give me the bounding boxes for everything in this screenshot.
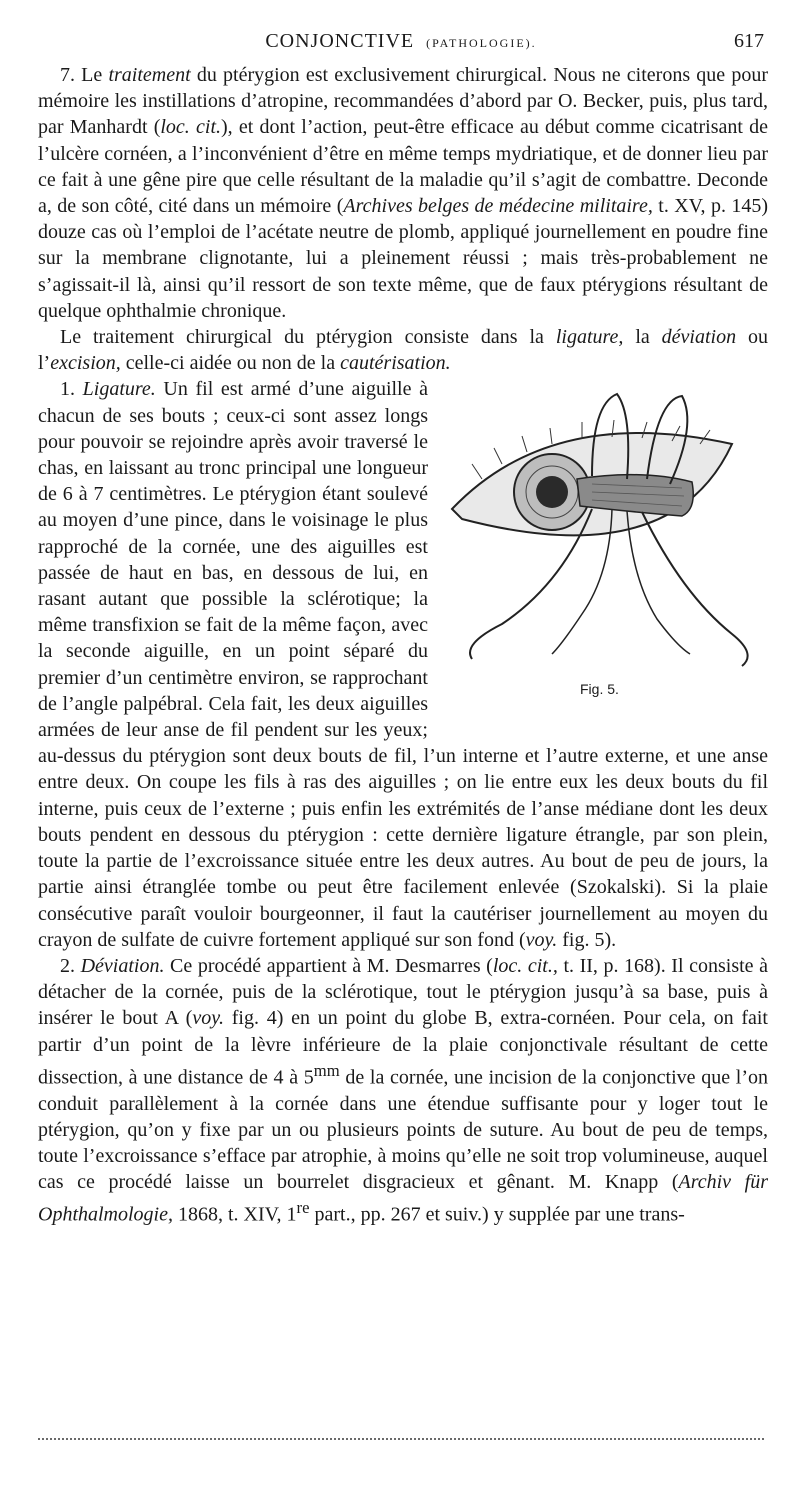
header-title-main: CONJONCTIVE: [265, 30, 415, 52]
paragraph-ligature: 1. Ligature. Un fil est armé d’une aiguille à chacun de ses bouts ; ceux-ci sont assez longs pour pouvoir se rejoindre après avoir traversé le chas, en laissant au tronc principal une longueur de 6 à 7 centimètres. Le ptérygion étant soulevé au moyen d’une pince, dans le voisinage le plus rapproché de la cornée, une des aiguilles est passée de haut en bas, en dessous de lui, en rasant autant que possible la sclérotique; la même transfixion se fait de la même façon, avec la seconde aiguille, en un point séparé du premier d’un centimètre environ, se rapprochant de l’angle palpébral. Cela fait, les deux aiguilles armées de leur anse de fil pendent sur les yeux; au-dessus du ptérygion sont deux bouts de fil, l’un interne et l’autre externe, et une anse entre deux. On coupe les fils à ras des aiguilles ; on lie entre eux les deux bouts du fil interne, puis ceux de l’externe ; puis enfin les extrémités de l’anse médiane dont les deux bouts pendent en dessous du ptérygion : cette dernière ligature étrangle, par son plein, toute la partie de l’excroissance située entre les deux autres. Au bout de peu de jours, la partie ainsi étranglée tombe ou peut être facilement enlevée (Szokalski). Si la plaie consécutive paraît vouloir bourgeonner, il faut la cautériser journellement au moyen du crayon de sulfate de cuivre fortement appliqué sur son fond (voy. fig. 5).: [38, 378, 768, 951]
footer-rule: [38, 1438, 764, 1440]
page-number: 617: [734, 30, 764, 52]
figure-5: [438, 380, 768, 720]
header-title: [38, 30, 764, 53]
paragraph-deviation: 2. Déviation. Ce procédé appartient à M. Desmarres (loc. cit., t. II, p. 168). Il consiste à détacher de la cornée, puis de la sclérotique, tout le ptérygion jusqu’à sa base, puis à insérer le bout A (voy. fig. 4) en un point du globe B, extra-cornéen. Pour cela, on fait partir d’un point de la lèvre inférieure de la plaie conjonctivale résultant de cette dissection, à une distance de 4 à $5^{mm}$ de la cornée, une incision de la conjonctive que l’on conduit parallèlement à la cornée dans une étendue suffisante pour y loger tout le ptérygion, qu’on y fixe par un ou plusieurs points de suture. Au bout de peu de temps, toute l’excroissance s’efface par atrophie, à moins qu’elle ne soit trop volumineuse, auquel cas ce procédé laisse un bourrelet disgracieux et gênant. M. Knapp (Archiv für Ophthalmologie, 1868, t. XIV, 1re part., pp. 267 et suiv.) y supplée par une trans-: [38, 954, 768, 1227]
paragraph-traitement: 7. Le traitement du ptérygion est exclusivement chirurgical. Nous ne citerons que pour mémoire les instillations d’atropine, recommandées d’abord par O. Becker, puis, plus tard, par Manhardt (loc. cit.), et dont l’action, peut-être efficace au début comme cicatrisant de l’ulcère cornéen, a l’inconvénient d’être en même temps mydriatique, et de donner lieu par ce fait à une gêne pire que celle résultant de la maladie qu’il s’agit de combattre. Deconde a, de son côté, cité dans un mémoire (Archives belges de médecine militaire, t. XV, p. 145) douze cas où l’emploi de l’acétate neutre de plomb, appliqué journellement en poudre fine sur la membrane clignotante, lui a pleinement réussi ; mais très-probablement ne s’agissait-il là, ainsi qu’il ressort de son texte même, que de faux ptérygions résultant de quelque ophthalmie chronique.: [38, 64, 769, 322]
page-body: [38, 62, 768, 1228]
header-subtitle: (PATHOLOGIE).: [426, 36, 537, 50]
running-header: [38, 30, 764, 58]
eye-ligature-icon: [442, 384, 762, 674]
paragraph-traitement-chirurgical: Le traitement chirurgical du ptérygion consiste dans la ligature, la déviation ou l’excision, celle-ci aidée ou non de la cautérisation.: [38, 326, 769, 375]
figure-caption: Fig. 5.: [580, 681, 619, 698]
